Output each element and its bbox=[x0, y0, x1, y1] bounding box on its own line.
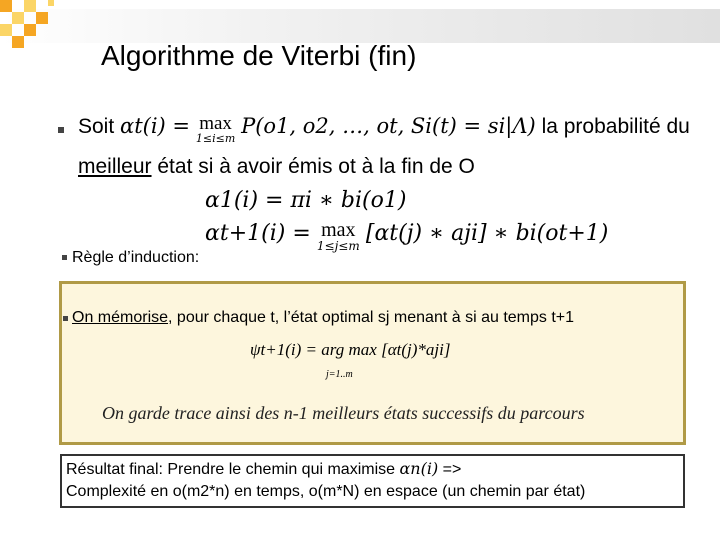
soit-rhs: P(o1, o2, …, ot, Si(t) = si|Λ) bbox=[241, 114, 536, 138]
init-formula: α1(i) = πi ∗ bi(o1) bbox=[205, 188, 407, 213]
bullet-icon bbox=[62, 255, 67, 260]
soit-suffix: la probabilité du bbox=[541, 115, 690, 138]
regle-label: Règle d’induction: bbox=[72, 249, 200, 266]
soit-line2-rest: état si à avoir émis ot à la fin de O bbox=[157, 155, 475, 178]
meilleur-underlined: meilleur bbox=[78, 155, 152, 178]
soit-prefix: Soit bbox=[78, 115, 115, 138]
memorise-line: On mémorise, pour chaque t, l’état optimal sj menant à si au temps t+1 bbox=[72, 309, 575, 326]
bullet-icon bbox=[63, 316, 68, 321]
complexite-line: Complexité en o(m2*n) en temps, o(m*N) en espace (un chemin par état) bbox=[66, 483, 586, 500]
psi-subscript: j=1..m bbox=[326, 369, 353, 380]
induction-formula: αt+1(i) = max 1≤j≤m [αt(j) ∗ aji] ∗ bi(ot+1) bbox=[205, 219, 609, 253]
soit-line bbox=[78, 114, 690, 144]
soit-max: max 1≤i≤m bbox=[195, 113, 236, 145]
psi-formula: ψt+1(i) = arg max [αt(j)*aji] bbox=[250, 340, 451, 359]
soit-line-2 bbox=[78, 155, 475, 179]
soit-lhs: αt(i) = bbox=[120, 114, 191, 138]
memorise-note: On garde trace ainsi des n-1 meilleurs états successifs du parcours bbox=[102, 403, 585, 423]
title-bar-gradient bbox=[0, 9, 720, 43]
bullet-icon bbox=[58, 127, 64, 133]
resultat-line: Résultat final: Prendre le chemin qui maximise αn(i) => bbox=[66, 459, 462, 478]
slide-title: Algorithme de Viterbi (fin) bbox=[101, 40, 417, 71]
